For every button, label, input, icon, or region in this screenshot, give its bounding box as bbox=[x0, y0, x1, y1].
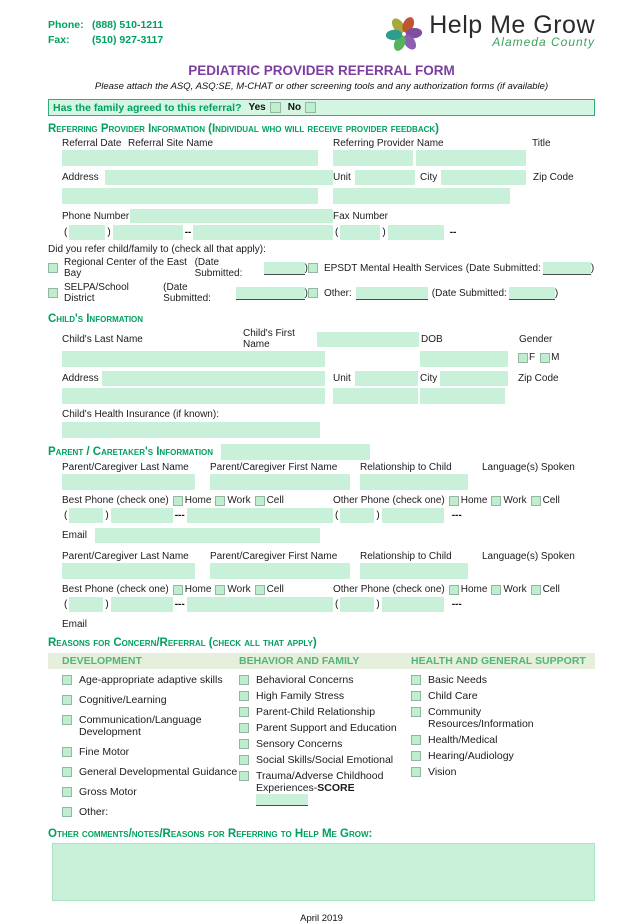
comments-section-heading: Other comments/notes/Reasons for Referring to Help Me Grow: bbox=[48, 828, 373, 840]
selpa-date-field[interactable] bbox=[236, 287, 304, 300]
best-phone-line-field[interactable] bbox=[187, 508, 333, 523]
provider-unit-field[interactable] bbox=[355, 170, 415, 185]
fax-label: Fax: bbox=[48, 34, 70, 46]
paren-close: ) bbox=[382, 227, 386, 238]
regional-center-checkbox[interactable] bbox=[48, 263, 58, 273]
best-phone2-line-field[interactable] bbox=[187, 597, 333, 612]
provider-phone-prefix-field[interactable] bbox=[113, 225, 183, 240]
dev-checkbox-1[interactable] bbox=[62, 695, 72, 705]
provider-phone-line-field[interactable] bbox=[193, 225, 333, 240]
caregiver2-last-name-label: Parent/Caregiver Last Name bbox=[62, 551, 189, 562]
health-column-title: HEALTH AND GENERAL SUPPORT bbox=[411, 655, 586, 667]
agreement-no-checkbox[interactable] bbox=[305, 102, 316, 113]
date-submitted-label: (Date Submitted: bbox=[465, 262, 541, 274]
date-submitted-label: (Date Submitted: bbox=[431, 287, 507, 299]
caregiver2-relationship-field[interactable] bbox=[360, 563, 468, 579]
provider-phone-label: Phone Number bbox=[62, 210, 130, 222]
epsdt-date-field[interactable] bbox=[543, 262, 591, 275]
other-phone-label: Other Phone (check one) bbox=[333, 584, 445, 595]
reason-item: High Family Stress bbox=[239, 690, 411, 702]
work-label: Work bbox=[227, 584, 251, 595]
best-phone-area-field[interactable] bbox=[69, 508, 103, 523]
child-unit-field-2[interactable] bbox=[333, 388, 418, 404]
provider-unit-city-field[interactable] bbox=[333, 188, 510, 204]
provider-section-heading: Referring Provider Information (Individual who will receive provider feedback) bbox=[48, 123, 439, 135]
reason-item: Community Resources/Information bbox=[411, 706, 595, 730]
child-city-field[interactable] bbox=[440, 371, 508, 386]
fax-value: (510) 927-3117 bbox=[92, 34, 164, 46]
reason-item: Sensory Concerns bbox=[239, 738, 411, 750]
health-column bbox=[411, 674, 595, 826]
paren-close: ) bbox=[105, 510, 109, 521]
form-footer-date: April 2019 bbox=[300, 913, 343, 924]
best-phone-prefix-field[interactable] bbox=[111, 508, 173, 523]
date-submitted-label: (Date Submitted: bbox=[163, 282, 211, 304]
reason-item: Age-appropriate adaptive skills bbox=[62, 674, 239, 686]
paren-open: ( bbox=[335, 510, 339, 521]
best-phone-label: Best Phone (check one) bbox=[62, 584, 169, 595]
phone-label: Phone: bbox=[48, 19, 84, 31]
hlth-checkbox-4[interactable] bbox=[411, 751, 421, 761]
child-first-name-field[interactable] bbox=[317, 332, 419, 347]
provider-zip-label: Zip Code bbox=[533, 172, 574, 183]
reason-item: Parent Support and Education bbox=[239, 722, 411, 734]
phone-dash: --- bbox=[451, 510, 462, 521]
beh-checkbox-2[interactable] bbox=[239, 707, 249, 717]
caretaker-floating-field[interactable] bbox=[221, 444, 370, 460]
paren-close: ) bbox=[105, 599, 109, 610]
reason-item: Gross Motor bbox=[62, 786, 239, 798]
provider-name-field-1[interactable] bbox=[333, 150, 413, 166]
paren-open: ( bbox=[64, 510, 68, 521]
beh-checkbox-0[interactable] bbox=[239, 675, 249, 685]
other-phone2-work-checkbox[interactable] bbox=[491, 585, 501, 595]
beh-checkbox-4[interactable] bbox=[239, 739, 249, 749]
child-city-field-2[interactable] bbox=[420, 388, 505, 404]
dev-checkbox-2[interactable] bbox=[62, 715, 72, 725]
fax-dash: -- bbox=[449, 227, 457, 238]
cell-label: Cell bbox=[542, 584, 560, 595]
reason-item: Cognitive/Learning bbox=[62, 694, 239, 706]
cell-label: Cell bbox=[266, 584, 284, 595]
help-me-grow-logo bbox=[383, 12, 595, 59]
paren-open: ( bbox=[64, 599, 68, 610]
gender-f-label: F bbox=[529, 352, 536, 363]
provider-title-label: Title bbox=[532, 138, 551, 149]
selpa-checkbox[interactable] bbox=[48, 288, 58, 298]
child-address-label: Address bbox=[62, 373, 99, 384]
best-phone-home-checkbox[interactable] bbox=[173, 496, 183, 506]
refer-question: Did you refer child/family to (check all that apply): bbox=[48, 244, 266, 255]
family-agreement-bar bbox=[48, 99, 595, 116]
cell-label: Cell bbox=[542, 495, 560, 506]
agreement-question: Has the family agreed to this referral? bbox=[53, 101, 242, 114]
best-phone-work-checkbox[interactable] bbox=[215, 496, 225, 506]
yes-label: Yes bbox=[248, 102, 266, 113]
provider-name-label: Referring Provider Name bbox=[333, 138, 444, 149]
cell-label: Cell bbox=[266, 495, 284, 506]
dev-checkbox-4[interactable] bbox=[62, 767, 72, 777]
date-submitted-label: (Date Submitted: bbox=[194, 257, 243, 279]
child-gender-label: Gender bbox=[519, 333, 553, 345]
caregiver1-last-name-field[interactable] bbox=[62, 474, 195, 490]
paren-close: ) bbox=[376, 510, 380, 521]
paren-close: ) bbox=[554, 287, 559, 299]
beh-checkbox-1[interactable] bbox=[239, 691, 249, 701]
best-phone2-work-checkbox[interactable] bbox=[215, 585, 225, 595]
other-phone2-cell-checkbox[interactable] bbox=[531, 585, 541, 595]
phone-dash: --- bbox=[451, 599, 462, 610]
child-zip-label: Zip Code bbox=[518, 373, 559, 384]
reason-item: Health/Medical bbox=[411, 734, 595, 746]
other-phone-prefix-field[interactable] bbox=[382, 508, 444, 523]
provider-address-field[interactable] bbox=[62, 188, 318, 204]
other-phone-home-checkbox[interactable] bbox=[449, 496, 459, 506]
best-phone-label: Best Phone (check one) bbox=[62, 495, 169, 506]
caregiver1-email-field[interactable] bbox=[95, 528, 320, 543]
child-unit-field[interactable] bbox=[355, 371, 418, 386]
child-section-heading: Child's Information bbox=[48, 313, 144, 325]
child-unit-label: Unit bbox=[333, 373, 351, 384]
child-insurance-field[interactable] bbox=[62, 422, 320, 438]
ace-score-field[interactable] bbox=[256, 794, 308, 806]
form-title: PEDIATRIC PROVIDER REFERRAL FORM bbox=[188, 63, 455, 78]
child-address-inline-field[interactable] bbox=[102, 371, 325, 386]
provider-area-code-field[interactable] bbox=[69, 225, 105, 240]
caregiver1-languages-label: Language(s) Spoken bbox=[482, 462, 575, 473]
phone-value: (888) 510-1211 bbox=[92, 19, 164, 31]
beh-checkbox-6[interactable] bbox=[239, 771, 249, 781]
child-dob-field[interactable] bbox=[420, 351, 508, 367]
other-referral-field[interactable] bbox=[356, 287, 428, 300]
reason-item-trauma: Trauma/Adverse Childhood Experiences-SCORE bbox=[239, 770, 411, 807]
behavior-column-title: BEHAVIOR AND FAMILY bbox=[239, 655, 360, 667]
child-last-name-field[interactable] bbox=[62, 351, 325, 367]
caregiver1-last-name-label: Parent/Caregiver Last Name bbox=[62, 462, 189, 473]
child-address-field[interactable] bbox=[62, 388, 325, 404]
caregiver2-last-name-field[interactable] bbox=[62, 563, 195, 579]
reason-item: Basic Needs bbox=[411, 674, 595, 686]
logo-subtitle: Alameda County bbox=[492, 35, 595, 49]
reason-item: Child Care bbox=[411, 690, 595, 702]
reasons-columns bbox=[48, 674, 595, 826]
reason-item: Other: bbox=[62, 806, 239, 818]
phone-dash: -- bbox=[184, 227, 192, 238]
provider-fax-label: Fax Number bbox=[333, 210, 389, 222]
provider-city-label: City bbox=[420, 172, 438, 183]
work-label: Work bbox=[227, 495, 251, 506]
caregiver1-email-label: Email bbox=[62, 530, 88, 541]
best-phone-cell-checkbox[interactable] bbox=[255, 496, 265, 506]
agreement-yes-checkbox[interactable] bbox=[270, 102, 281, 113]
provider-phone-inline-field[interactable] bbox=[130, 209, 333, 223]
home-label: Home bbox=[460, 495, 488, 506]
best-phone2-home-checkbox[interactable] bbox=[173, 585, 183, 595]
work-label: Work bbox=[503, 495, 527, 506]
other-phone-work-checkbox[interactable] bbox=[491, 496, 501, 506]
best-phone2-prefix-field[interactable] bbox=[111, 597, 173, 612]
other-date-field[interactable] bbox=[509, 287, 555, 300]
epsdt-label: EPSDT Mental Health Services bbox=[324, 262, 463, 274]
hlth-checkbox-0[interactable] bbox=[411, 675, 421, 685]
caregiver1-first-name-label: Parent/Caregiver First Name bbox=[210, 462, 338, 473]
other-referral-checkbox[interactable] bbox=[308, 288, 318, 298]
other-phone-cell-checkbox[interactable] bbox=[531, 496, 541, 506]
dev-checkbox-5[interactable] bbox=[62, 787, 72, 797]
pinwheel-leaves-icon bbox=[383, 12, 425, 59]
caregiver2-relationship-label: Relationship to Child bbox=[360, 551, 452, 562]
reason-item: Vision bbox=[411, 766, 595, 778]
development-column-title: DEVELOPMENT bbox=[62, 655, 142, 667]
gender-m-checkbox[interactable] bbox=[540, 353, 550, 363]
hlth-checkbox-2[interactable] bbox=[411, 707, 421, 717]
logo-title: Help Me Grow bbox=[429, 11, 595, 39]
reason-item: Parent-Child Relationship bbox=[239, 706, 411, 718]
phone-dash: --- bbox=[174, 599, 185, 610]
referral-date-site-field[interactable] bbox=[62, 150, 318, 166]
home-label: Home bbox=[460, 584, 488, 595]
other-phone-label: Other Phone (check one) bbox=[333, 495, 445, 506]
development-column bbox=[48, 674, 239, 826]
hlth-checkbox-5[interactable] bbox=[411, 767, 421, 777]
other-phone-area-field[interactable] bbox=[340, 508, 374, 523]
best-phone2-cell-checkbox[interactable] bbox=[255, 585, 265, 595]
paren-close: ) bbox=[590, 262, 595, 274]
header bbox=[48, 12, 595, 59]
referral-date-label: Referral Date bbox=[62, 138, 122, 149]
paren-open: ( bbox=[335, 227, 339, 238]
child-city-label: City bbox=[420, 373, 438, 384]
score-label: SCORE bbox=[317, 782, 355, 794]
work-label: Work bbox=[503, 584, 527, 595]
paren-close: ) bbox=[304, 287, 309, 299]
reason-item: Social Skills/Social Emotional bbox=[239, 754, 411, 766]
caregiver1-relationship-label: Relationship to Child bbox=[360, 462, 452, 473]
other-referral-label: Other: bbox=[324, 287, 352, 299]
referral-site-label: Referral Site Name bbox=[128, 138, 214, 149]
reason-item: Fine Motor bbox=[62, 746, 239, 758]
provider-fax-prefix-field[interactable] bbox=[388, 225, 444, 240]
caregiver1-first-name-field[interactable] bbox=[210, 474, 350, 490]
paren-close: ) bbox=[304, 262, 309, 274]
no-label: No bbox=[287, 102, 302, 113]
gender-f-checkbox[interactable] bbox=[518, 353, 528, 363]
selpa-label: SELPA/School District bbox=[64, 282, 129, 304]
paren-open: ( bbox=[335, 599, 339, 610]
other-phone2-prefix-field[interactable] bbox=[382, 597, 444, 612]
dev-checkbox-0[interactable] bbox=[62, 675, 72, 685]
child-dob-label: DOB bbox=[421, 333, 443, 345]
hlth-checkbox-3[interactable] bbox=[411, 735, 421, 745]
reason-item: Behavioral Concerns bbox=[239, 674, 411, 686]
paren-open: ( bbox=[64, 227, 68, 238]
provider-city-field[interactable] bbox=[441, 170, 526, 185]
provider-address-label: Address bbox=[62, 172, 99, 183]
caregiver2-languages-label: Language(s) Spoken bbox=[482, 551, 575, 562]
provider-fax-area-field[interactable] bbox=[340, 225, 380, 240]
caregiver2-email-label: Email bbox=[62, 618, 88, 630]
provider-unit-label: Unit bbox=[333, 172, 351, 183]
other-phone2-area-field[interactable] bbox=[340, 597, 374, 612]
caregiver2-first-name-field[interactable] bbox=[210, 563, 350, 579]
beh-checkbox-3[interactable] bbox=[239, 723, 249, 733]
dev-checkbox-6[interactable] bbox=[62, 807, 72, 817]
other-phone2-home-checkbox[interactable] bbox=[449, 585, 459, 595]
caregiver2-first-name-label: Parent/Caregiver First Name bbox=[210, 551, 338, 562]
comments-textarea[interactable] bbox=[52, 843, 595, 901]
reason-item: Hearing/Audiology bbox=[411, 750, 595, 762]
reason-item: General Developmental Guidance bbox=[62, 766, 239, 778]
reason-item: Communication/Language Development bbox=[62, 714, 239, 738]
caretaker-section-heading: Parent / Caretaker's Information bbox=[48, 445, 214, 458]
provider-address-inline-field[interactable] bbox=[105, 170, 333, 185]
regional-date-field[interactable] bbox=[264, 262, 305, 275]
reasons-section-heading: Reasons for Concern/Referral (check all that apply) bbox=[48, 637, 317, 649]
gender-m-label: M bbox=[551, 352, 560, 363]
contact-block bbox=[48, 18, 163, 48]
child-first-name-label: Child's First Name bbox=[243, 328, 295, 350]
child-last-name-label: Child's Last Name bbox=[62, 333, 143, 345]
beh-checkbox-5[interactable] bbox=[239, 755, 249, 765]
form-subtitle: Please attach the ASQ, ASQ:SE, M-CHAT or other screening tools and any authorization forms (if available) bbox=[94, 81, 549, 92]
reasons-column-header-band bbox=[48, 653, 595, 669]
hlth-checkbox-1[interactable] bbox=[411, 691, 421, 701]
home-label: Home bbox=[184, 495, 212, 506]
phone-dash: --- bbox=[174, 510, 185, 521]
child-insurance-label: Child's Health Insurance (if known): bbox=[62, 409, 219, 420]
provider-name-field-2[interactable] bbox=[416, 150, 526, 166]
regional-center-label: Regional Center of the East Bay bbox=[64, 257, 187, 279]
dev-checkbox-3[interactable] bbox=[62, 747, 72, 757]
home-label: Home bbox=[184, 584, 212, 595]
behavior-column bbox=[239, 674, 411, 826]
epsdt-checkbox[interactable] bbox=[308, 263, 318, 273]
best-phone2-area-field[interactable] bbox=[69, 597, 103, 612]
paren-close: ) bbox=[376, 599, 380, 610]
paren-close: ) bbox=[107, 227, 111, 238]
caregiver1-relationship-field[interactable] bbox=[360, 474, 468, 490]
